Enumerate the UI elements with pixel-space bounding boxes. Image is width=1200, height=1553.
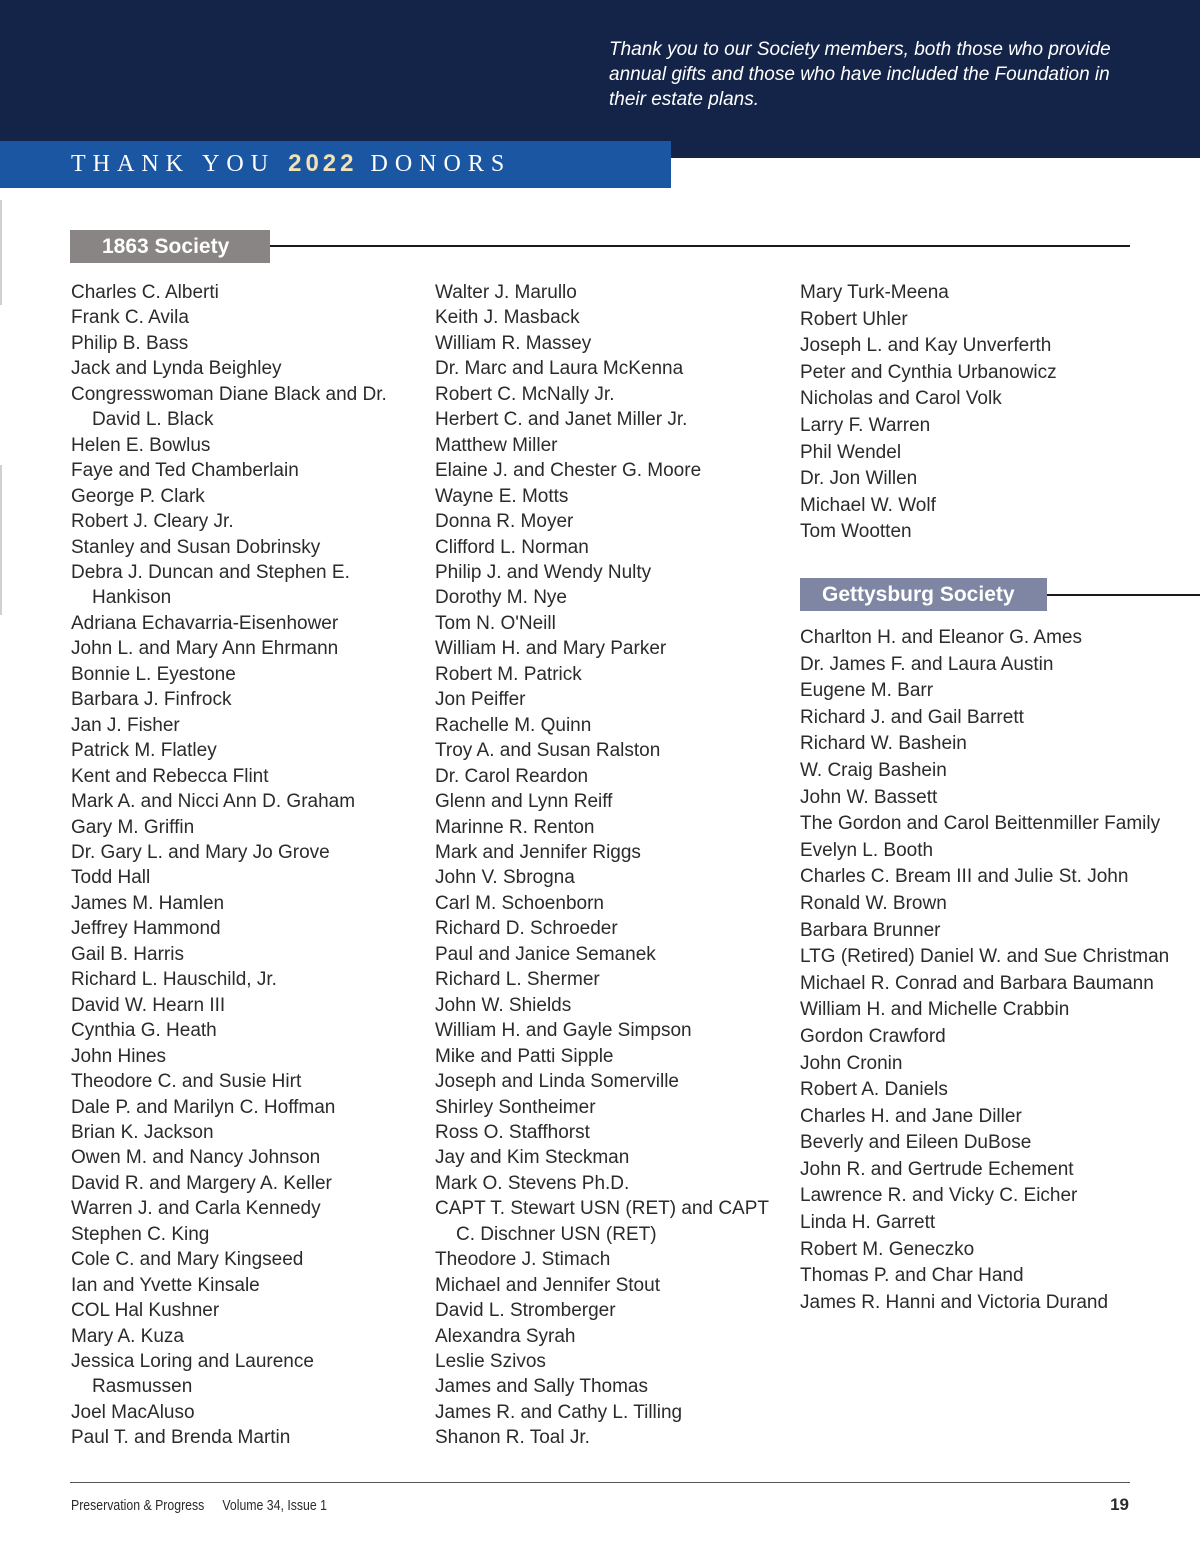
donor-name: Patrick M. Flatley [71, 740, 217, 762]
donor-name: Evelyn L. Booth [800, 839, 934, 861]
donor-name: Mike and Patti Sipple [435, 1045, 614, 1067]
donor-name: Robert C. McNally Jr. [435, 383, 615, 405]
donor-column-gettysburg [800, 625, 1180, 1316]
banner-post: DONORS [370, 151, 512, 177]
donor-name: Eugene M. Barr [800, 680, 934, 702]
donor-name: James and Sally Thomas [435, 1376, 648, 1398]
donor-name: Paul and Janice Semanek [435, 943, 656, 965]
donor-name: Gordon Crawford [800, 1025, 946, 1047]
donor-name: Todd Hall [71, 867, 151, 889]
donor-name: Walter J. Marullo [435, 282, 577, 303]
donor-name: Jan J. Fisher [71, 714, 180, 736]
banner-pre: THANK YOU [71, 151, 276, 177]
donor-name: Jack and Lynda Beighley [71, 358, 282, 380]
edge-mark [0, 465, 2, 615]
donor-name: Frank C. Avila [71, 307, 189, 329]
section-label-1863: 1863 Society [70, 230, 270, 263]
donor-name: Herbert C. and Janet Miller Jr. [435, 409, 688, 431]
donor-name: Stanley and Susan Dobrinsky [71, 536, 321, 558]
donor-name: Robert J. Cleary Jr. [71, 511, 234, 533]
donor-name: Gary M. Griffin [71, 816, 195, 838]
donor-name: Brian K. Jackson [71, 1121, 214, 1143]
donor-name: Elaine J. and Chester G. Moore [435, 460, 702, 482]
donor-name: Peter and Cynthia Urbanowicz [800, 361, 1057, 383]
section-label-gettysburg: Gettysburg Society [800, 578, 1047, 611]
donor-name: Shirley Sontheimer [435, 1096, 596, 1118]
donor-name: Adriana Echavarria-Eisenhower [71, 612, 339, 634]
donor-name: Ross O. Staffhorst [435, 1121, 590, 1143]
banner-year: 2022 [288, 150, 358, 177]
donor-name: Debra J. Duncan and Stephen E. Hankison [71, 561, 350, 609]
section-rule [270, 245, 1130, 247]
donor-name: Charles H. and Jane Diller [800, 1105, 1022, 1127]
donor-name: John W. Shields [435, 994, 572, 1016]
donor-name: Dorothy M. Nye [435, 587, 567, 609]
donor-name: Joel MacAluso [71, 1401, 195, 1423]
donor-name: Robert A. Daniels [800, 1079, 948, 1101]
donor-name: Robert M. Geneczko [800, 1238, 975, 1260]
donor-name: Michael W. Wolf [800, 494, 936, 516]
donor-name: Joseph and Linda Somerville [435, 1071, 679, 1093]
section-rule [1047, 594, 1200, 596]
donor-name: Troy A. and Susan Ralston [435, 740, 661, 762]
donor-name: David L. Stromberger [435, 1300, 616, 1322]
donor-name: James R. Hanni and Victoria Durand [800, 1291, 1109, 1313]
donor-name: Charles C. Bream III and Julie St. John [800, 866, 1129, 888]
donor-name: Alexandra Syrah [435, 1325, 576, 1347]
donor-name: Michael R. Conrad and Barbara Baumann [800, 972, 1154, 994]
donor-name: David W. Hearn III [71, 994, 226, 1016]
donor-name: COL Hal Kushner [71, 1300, 220, 1322]
donor-name: Nicholas and Carol Volk [800, 388, 1002, 410]
donor-name: Bonnie L. Eyestone [71, 663, 236, 685]
donor-name: Dr. Jon Willen [800, 468, 918, 490]
donor-name: Richard W. Bashein [800, 733, 967, 755]
donor-name: LTG (Retired) Daniel W. and Sue Christman [800, 946, 1170, 968]
donor-name: James R. and Cathy L. Tilling [435, 1401, 683, 1423]
donor-name: Mary A. Kuza [71, 1325, 184, 1347]
donor-name: Jay and Kim Steckman [435, 1147, 630, 1169]
footer-rule [70, 1482, 1130, 1483]
donor-name: Kent and Rebecca Flint [71, 765, 269, 787]
donor-name: Richard J. and Gail Barrett [800, 706, 1024, 728]
donor-name: Clifford L. Norman [435, 536, 589, 558]
donor-name: Richard L. Hauschild, Jr. [71, 969, 277, 991]
donor-name: Barbara Brunner [800, 919, 941, 941]
donor-name: Lawrence R. and Vicky C. Eicher [800, 1185, 1078, 1207]
donor-name: Owen M. and Nancy Johnson [71, 1147, 321, 1169]
donor-name: Jeffrey Hammond [71, 918, 221, 940]
donor-name: Dale P. and Marilyn C. Hoffman [71, 1096, 336, 1118]
donor-name: Theodore C. and Susie Hirt [71, 1071, 302, 1093]
donor-name: Shanon R. Toal Jr. [435, 1427, 590, 1449]
donor-name: Carl M. Schoenborn [435, 892, 604, 914]
donor-name: Larry F. Warren [800, 414, 931, 436]
publication-name: Preservation & Progress [71, 1497, 205, 1514]
donor-name: Congresswoman Diane Black and Dr. David L. Black [71, 383, 387, 431]
intro-text: Thank you to our Society members, both those who provide annual gifts and those who have included the Foundation in their estate plans. [609, 39, 1111, 110]
donor-name: John Cronin [800, 1052, 903, 1074]
donor-name: John R. and Gertrude Echement [800, 1158, 1074, 1180]
donor-name: Cynthia G. Heath [71, 1020, 217, 1042]
donor-name: Helen E. Bowlus [71, 434, 211, 456]
donor-name: Stephen C. King [71, 1223, 210, 1245]
donor-name: Keith J. Masback [435, 307, 580, 329]
donor-name: Charles C. Alberti [71, 282, 219, 303]
donor-name: William H. and Mary Parker [435, 638, 667, 660]
donor-name: John V. Sbrogna [435, 867, 575, 889]
donor-name: Tom Wootten [800, 521, 912, 543]
donor-name: Gail B. Harris [71, 943, 184, 965]
donor-name: John W. Bassett [800, 786, 938, 808]
donor-name: William H. and Michelle Crabbin [800, 999, 1070, 1021]
donor-name: Cole C. and Mary Kingseed [71, 1249, 304, 1271]
donor-name: Rachelle M. Quinn [435, 714, 592, 736]
donor-name: Mark and Jennifer Riggs [435, 841, 641, 863]
donor-name: George P. Clark [71, 485, 205, 507]
donor-name: Dr. Gary L. and Mary Jo Grove [71, 841, 330, 863]
donor-name: Charlton H. and Eleanor G. Ames [800, 627, 1082, 648]
donor-name: CAPT T. Stewart USN (RET) and CAPT C. Dischner USN (RET) [435, 1198, 769, 1245]
donor-name: Philip B. Bass [71, 332, 189, 354]
donor-name: Tom N. O'Neill [435, 612, 556, 634]
donor-column-1 [71, 280, 411, 1451]
donor-name: William R. Massey [435, 332, 592, 354]
donor-column-2 [435, 280, 780, 1451]
donor-name: Marinne R. Renton [435, 816, 595, 838]
donor-name: Linda H. Garrett [800, 1212, 936, 1234]
donor-name: Donna R. Moyer [435, 511, 574, 533]
donor-name: Faye and Ted Chamberlain [71, 460, 299, 482]
donor-name: Leslie Szivos [435, 1351, 546, 1373]
donor-name: Mark O. Stevens Ph.D. [435, 1172, 630, 1194]
donor-name: Ian and Yvette Kinsale [71, 1274, 260, 1296]
donor-name: David R. and Margery A. Keller [71, 1172, 332, 1194]
donor-name: William H. and Gayle Simpson [435, 1020, 692, 1042]
donor-name: Wayne E. Motts [435, 485, 569, 507]
donor-name: Phil Wendel [800, 441, 902, 463]
donor-name: The Gordon and Carol Beittenmiller Family [800, 813, 1161, 835]
donor-name: John Hines [71, 1045, 167, 1067]
donor-name: Michael and Jennifer Stout [435, 1274, 660, 1296]
donor-name: Richard D. Schroeder [435, 918, 618, 940]
donor-column-3 [800, 280, 1180, 546]
donor-name: Beverly and Eileen DuBose [800, 1132, 1032, 1154]
donor-name: Joseph L. and Kay Unverferth [800, 335, 1052, 357]
donor-name: Robert M. Patrick [435, 663, 582, 685]
donor-name: Jon Peiffer [435, 689, 526, 711]
donor-name: Jessica Loring and Laurence Rasmussen [71, 1351, 314, 1398]
donor-name: Dr. James F. and Laura Austin [800, 653, 1054, 675]
donor-name: Richard L. Shermer [435, 969, 600, 991]
donor-name: John L. and Mary Ann Ehrmann [71, 638, 339, 660]
edge-mark [0, 200, 2, 305]
issue-label: Volume 34, Issue 1 [222, 1497, 327, 1514]
donor-name: Mary Turk-Meena [800, 282, 949, 303]
donor-name: W. Craig Bashein [800, 759, 947, 781]
donor-name: Mark A. and Nicci Ann D. Graham [71, 791, 356, 813]
donor-name: Thomas P. and Char Hand [800, 1265, 1024, 1287]
banner-title [71, 150, 511, 178]
page-number: 19 [1110, 1495, 1129, 1514]
footer [71, 1497, 327, 1514]
donor-name: James M. Hamlen [71, 892, 225, 914]
donor-name: Dr. Carol Reardon [435, 765, 589, 787]
donor-name: Paul T. and Brenda Martin [71, 1427, 291, 1449]
donor-name: Barbara J. Finfrock [71, 689, 232, 711]
donor-name: Robert Uhler [800, 308, 908, 330]
donor-name: Theodore J. Stimach [435, 1249, 611, 1271]
donor-name: Matthew Miller [435, 434, 558, 456]
donor-name: Dr. Marc and Laura McKenna [435, 358, 684, 380]
donor-name: Glenn and Lynn Reiff [435, 791, 613, 813]
donor-name: Warren J. and Carla Kennedy [71, 1198, 321, 1220]
donor-name: Philip J. and Wendy Nulty [435, 561, 652, 583]
donor-name: Ronald W. Brown [800, 892, 947, 914]
